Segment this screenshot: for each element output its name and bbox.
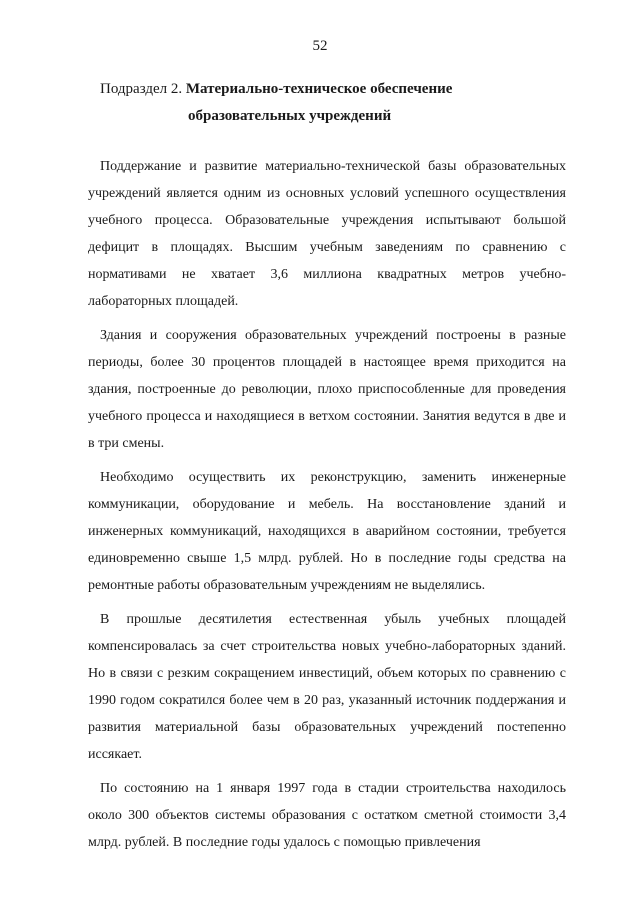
body-text [88,153,566,863]
section-title-line-2: образовательных учреждений [188,108,392,124]
paragraph-5: По состоянию на 1 января 1997 года в стадии строительства находилось около 300 объектов системы образования с остатком сметной стоимости 3,4 млрд. рублей. В последние годы удалось с помощью привлечения [88,781,566,850]
page-number: 52 [312,38,328,54]
paragraph-3: Необходимо осуществить их реконструкцию, заменить инженерные коммуникации, оборудование и мебель. На восстановление зданий и инженерных коммуникаций, находящихся в аварийном состоянии, требуется единовременно свыше 1,5 млрд. рублей. Но в последние годы средства на ремонтные работы образовательным учреждениям не выделялись. [88,470,566,593]
section-title-line-1: Материально-техническое обеспечение [185,81,453,97]
paragraph-2: Здания и сооружения образовательных учреждений построены в разные периоды, более 30 процентов площадей в настоящее время приходится на здания, построенные до революции, плохо приспособленные для проведения учебного процесса и находящиеся в ветхом состоянии. Занятия ведутся в две и в три смены. [88,328,566,451]
section-label: Подраздел 2. [100,81,183,97]
paragraph-4: В прошлые десятилетия естественная убыль учебных площадей компенсировалась за счет строительства новых учебно-лабораторных зданий. Но в связи с резким сокращением инвестиций, объем которых по сравнению с 1990 годом сократился более чем в 20 раз, указанный источник поддержания и развития материальной базы образовательных учреждений постепенно иссякает. [88,612,566,762]
section-heading [100,76,570,130]
paragraph-1: Поддержание и развитие материально-технической базы образовательных учреждений является одним из основных условий успешного осуществления учебного процесса. Образовательные учреждения испытывают большой дефицит в площадях. Высшим учебным заведениям по сравнению с нормативами не хватает 3,6 миллиона квадратных метров учебно-лабораторных площадей. [88,159,566,309]
